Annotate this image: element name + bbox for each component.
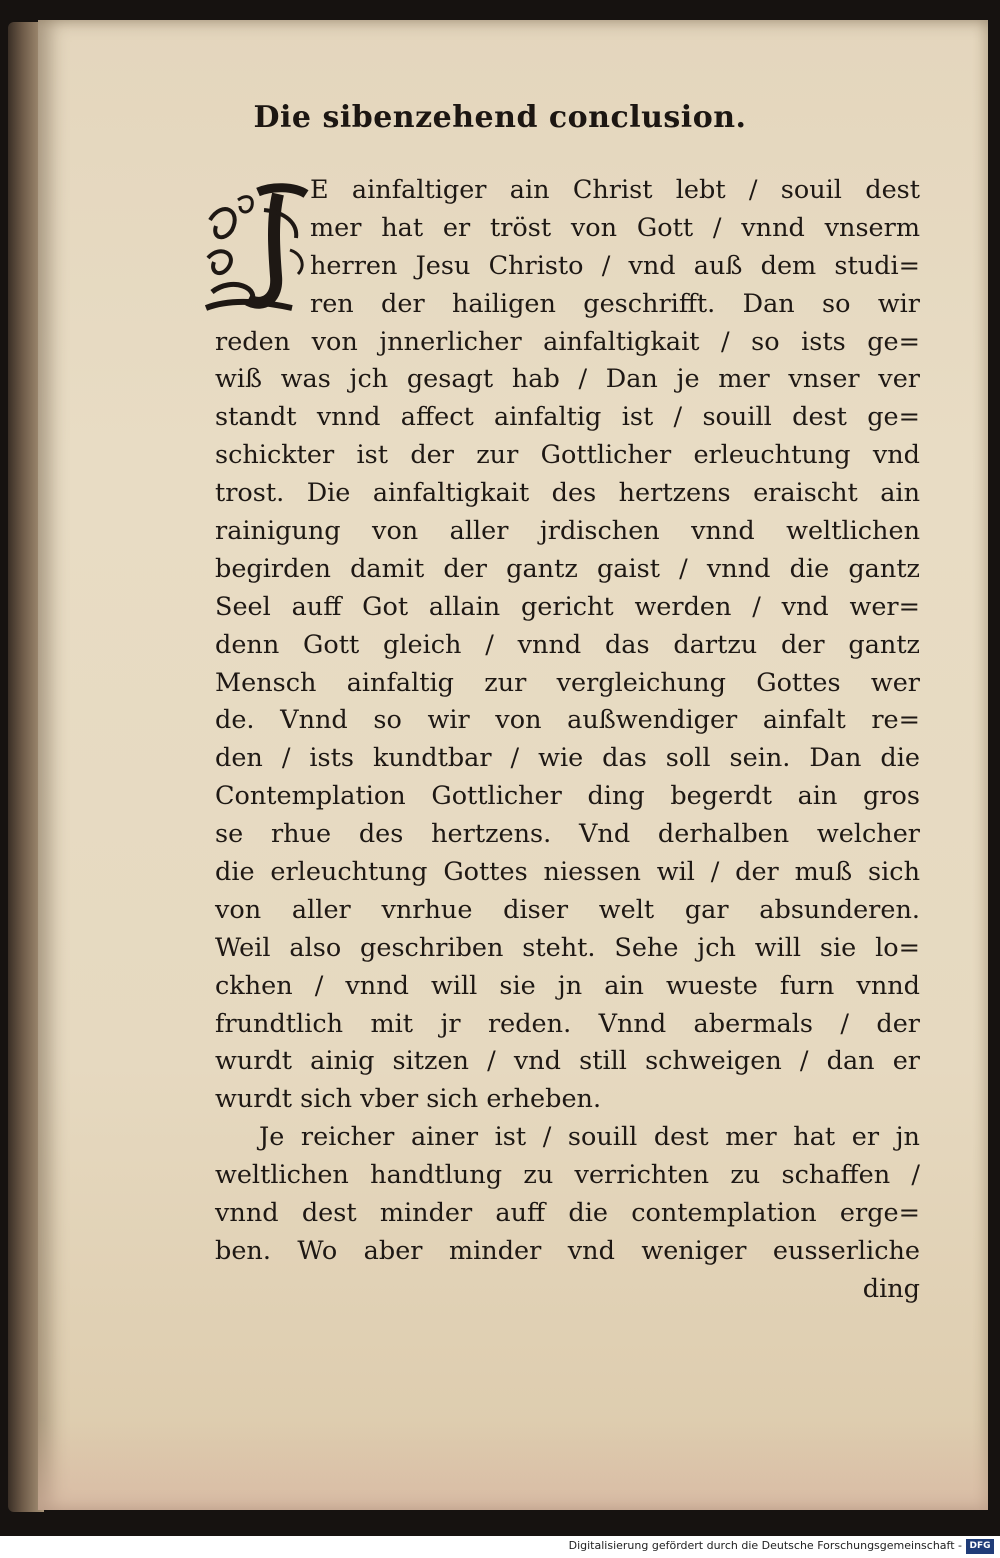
text-line: denn Gott gleich / vnnd das dartzu der gantz	[215, 629, 920, 660]
text-line: Weil also geschriben steht. Sehe jch will sie lo=	[215, 932, 920, 963]
text-line: Seel auff Got allain gericht werden / vnd wer=	[215, 591, 920, 622]
text-line: herren Jesu Christo / vnd auß dem studi=	[310, 250, 920, 281]
text-line: Mensch ainfaltig zur vergleichung Gottes wer	[215, 667, 920, 698]
catchword: ding	[862, 1273, 920, 1304]
text-line: rainigung von aller jrdischen vnnd weltlichen	[215, 516, 920, 547]
text-line: wurdt ainig sitzen / vnd still schweigen / dan er	[215, 1046, 920, 1077]
page-stain	[38, 1420, 988, 1510]
text-line: reden von jnnerlicher ainfaltigkait / so ists ge=	[215, 326, 920, 357]
text-line: begirden damit der gantz gaist / vnnd die gantz	[215, 553, 920, 584]
text-line: de. Vnnd so wir von außwendiger ainfalt re=	[215, 705, 920, 736]
text-line: Je reicher ainer ist / souill dest mer hat er jn	[259, 1122, 920, 1153]
text-line: vnnd dest minder auff die contemplation erge=	[215, 1198, 920, 1229]
text-line: ckhen / vnnd will sie jn ain wueste furn vnnd	[215, 970, 920, 1001]
text-line: standt vnnd affect ainfaltig ist / souill dest ge=	[215, 402, 920, 433]
text-line: den / ists kundtbar / wie das soll sein. Dan die	[215, 743, 920, 774]
text-line: wiß was jch gesagt hab / Dan je mer vnser ver	[215, 364, 920, 395]
text-line: Contemplation Gottlicher ding begerdt ain gros	[215, 781, 920, 812]
text-line: E ainfaltiger ain Christ lebt / souil dest	[310, 175, 920, 205]
running-head: Die sibenzehend conclusion.	[253, 100, 747, 135]
text-line: von aller vnrhue diser welt gar absunderen.	[215, 894, 920, 925]
text-line: weltlichen handtlung zu verrichten zu schaffen /	[215, 1160, 920, 1191]
text-line: wurdt sich vber sich erheben.	[215, 1084, 602, 1115]
text-line: frundtlich mit jr reden. Vnnd abermals / der	[215, 1008, 920, 1039]
dfg-logo: DFG	[966, 1539, 994, 1554]
text-line: trost. Die ainfaltigkait des hertzens eraischt ain	[215, 478, 920, 509]
text-line: die erleuchtung Gottes niessen wil / der muß sich	[215, 857, 920, 888]
body-text	[215, 172, 920, 1309]
text-line: mer hat er tröst von Gott / vnnd vnserm	[310, 212, 920, 243]
text-line: ren der hailigen geschrifft. Dan so wir	[310, 288, 920, 319]
text-line: ben. Wo aber minder vnd weniger eusserliche	[215, 1235, 920, 1266]
text-line: se rhue des hertzens. Vnd derhalben welcher	[215, 819, 920, 850]
text-line: schickter ist der zur Gottlicher erleuchtung vnd	[215, 440, 920, 471]
funding-credit: Digitalisierung gefördert durch die Deutsche Forschungsgemeinschaft -	[568, 1539, 962, 1552]
